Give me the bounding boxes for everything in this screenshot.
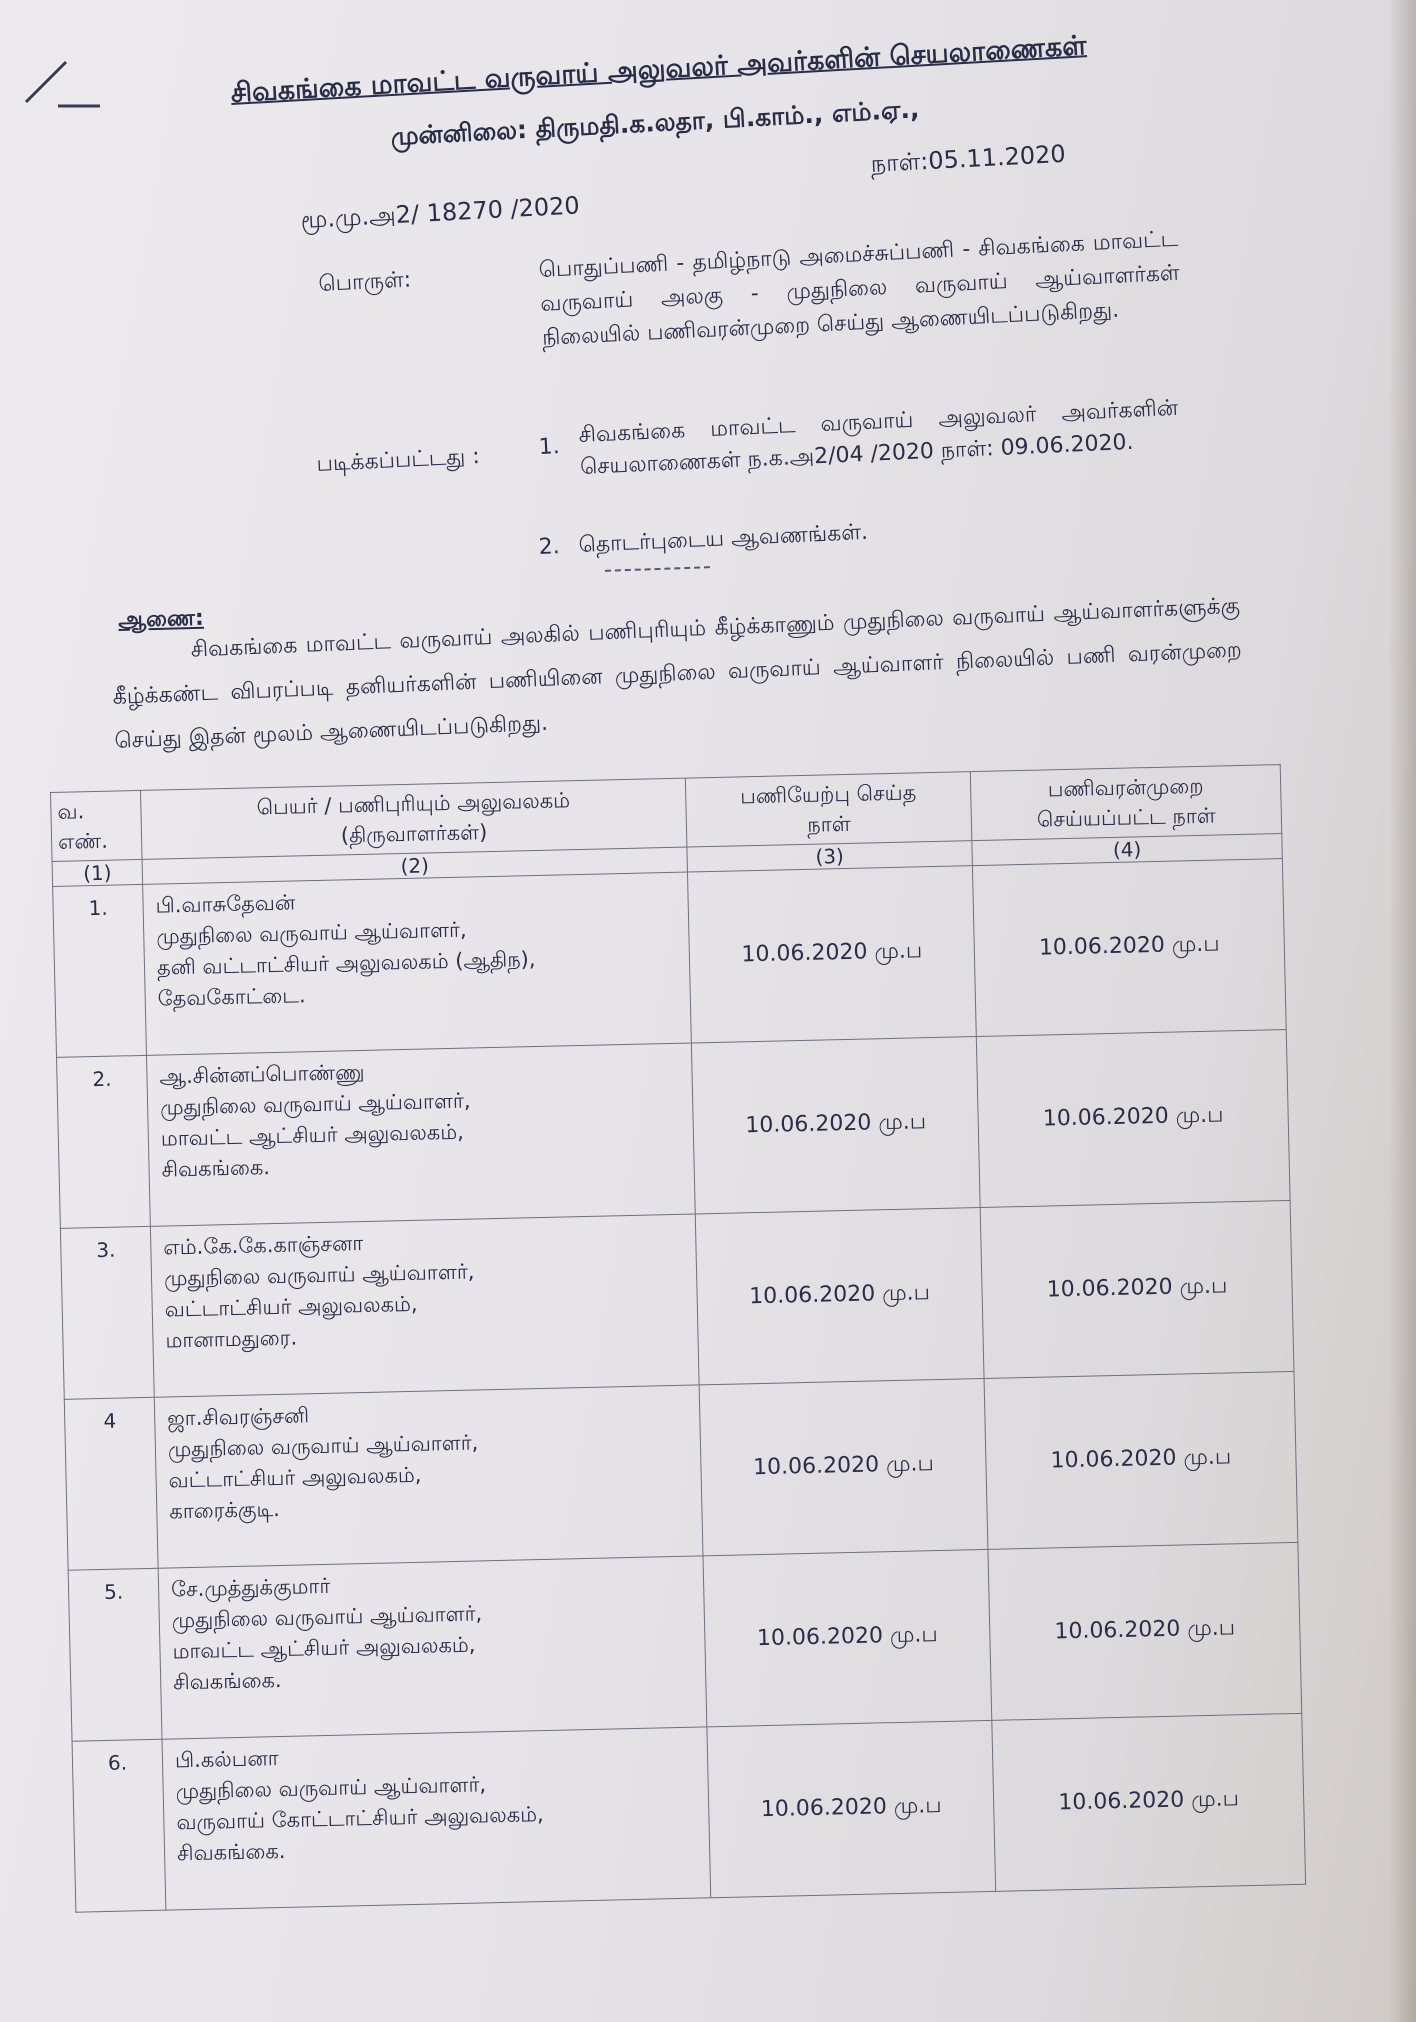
regularised-date: 10.06.2020 மு.ப: [980, 1200, 1294, 1378]
person-office: மாவட்ட ஆட்சியர் அலுவலகம்,: [160, 1119, 465, 1151]
row-person: [147, 1043, 696, 1226]
person-name: சே.முத்துக்குமார்: [170, 1573, 331, 1602]
column-header-name-office: பெயர் / பணிபுரியும் அலுவலகம் (திருவாளர்கள்): [140, 778, 686, 859]
row-serial: 1.: [53, 884, 147, 1057]
subject-label: பொருள்:: [318, 267, 412, 297]
column-number: (3): [687, 841, 972, 872]
regularised-date: 10.06.2020 மு.ப: [988, 1542, 1302, 1720]
joining-date: 10.06.2020 மு.ப: [703, 1549, 992, 1726]
table-row: [72, 1713, 1306, 1912]
read-label: படிக்கப்பட்டது :: [316, 444, 481, 477]
person-office: வட்டாட்சியர் அலுவலகம்,: [168, 1462, 422, 1493]
regularised-date: 10.06.2020 மு.ப: [972, 859, 1286, 1037]
pen-mark-icon: [18, 40, 108, 130]
row-serial: 6.: [72, 1739, 166, 1912]
office-heading: சிவகங்கை மாவட்ட வருவாய் அலுவலர் அவர்களின் செயலாணைகள்: [230, 30, 1088, 109]
table-row: [64, 1371, 1298, 1570]
joining-date: 10.06.2020 மு.ப: [691, 1037, 980, 1214]
person-name: ஜா.சிவரஞ்சனி: [166, 1403, 310, 1431]
person-designation: முதுநிலை வருவாய் ஆய்வாளர்,: [156, 917, 467, 949]
person-office: வருவாய் கோட்டாட்சியர் அலுவலகம்,: [176, 1802, 544, 1835]
regularisation-table: [50, 764, 1305, 1913]
row-serial: 4: [64, 1397, 158, 1570]
column-number: (1): [52, 859, 143, 886]
person-designation: முதுநிலை வருவாய் ஆய்வாளர்,: [163, 1259, 475, 1291]
joining-date: 10.06.2020 மு.ப: [687, 866, 976, 1043]
joining-date: 10.06.2020 மு.ப: [699, 1378, 988, 1555]
person-place: தேவகோட்டை.: [157, 983, 306, 1011]
person-place: மானாமதுரை.: [165, 1325, 298, 1353]
row-person: [154, 1385, 703, 1568]
person-office: வட்டாட்சியர் அலுவலகம்,: [164, 1291, 418, 1322]
person-place: சிவகங்கை.: [176, 1838, 286, 1866]
person-place: சிவகங்கை.: [161, 1155, 271, 1182]
table-row: [53, 859, 1287, 1058]
read-item-2-number: 2.: [538, 534, 561, 560]
order-heading: ஆணை:: [118, 605, 205, 633]
person-place: காரைக்குடி.: [169, 1496, 281, 1524]
person-designation: முதுநிலை வருவாய் ஆய்வாளர்,: [159, 1088, 471, 1120]
regularised-date: 10.06.2020 மு.ப: [984, 1371, 1298, 1549]
joining-date: 10.06.2020 மு.ப: [695, 1208, 984, 1385]
person-designation: முதுநிலை வருவாய் ஆய்வாளர்,: [171, 1601, 483, 1633]
row-serial: 2.: [57, 1055, 151, 1228]
reference-number: மூ.மு.அ2/ 18270 /2020: [300, 191, 581, 234]
joining-date: 10.06.2020 மு.ப: [707, 1720, 996, 1897]
column-header-serial: வ. எண்.: [51, 790, 143, 861]
person-place: சிவகங்கை.: [172, 1667, 282, 1695]
row-person: [158, 1556, 707, 1739]
person-name: எம்.கே.கே.காஞ்சனா: [163, 1231, 364, 1260]
person-designation: முதுநிலை வருவாய் ஆய்வாளர்,: [167, 1430, 479, 1462]
row-person: [150, 1214, 699, 1397]
read-item-1-text: சிவகங்கை மாவட்ட வருவாய் அலுவலர் அவர்களின் செயலாணைகள் ந.க.அ2/04 /2020 நாள்: 09.06.2020.: [578, 395, 1179, 480]
column-header-regularised-date: பணிவரன்முறை செய்யப்பட்ட நாள்: [970, 765, 1281, 841]
column-number: (4): [972, 834, 1282, 866]
regularised-date: 10.06.2020 மு.ப: [976, 1030, 1290, 1208]
separator-line: [605, 566, 710, 572]
read-item-2-text: தொடர்புடைய ஆவணங்கள்.: [578, 519, 869, 558]
row-serial: 5.: [68, 1568, 162, 1741]
table-row: [60, 1200, 1294, 1399]
row-person: [162, 1727, 711, 1910]
person-office: தனி வட்டாட்சியர் அலுவலகம் (ஆதிந),: [156, 947, 536, 980]
read-item-1-number: 1.: [538, 434, 561, 460]
row-serial: 3.: [60, 1226, 154, 1399]
person-name: பி.கல்பனா: [174, 1746, 279, 1773]
regularised-date: 10.06.2020 மு.ப: [992, 1713, 1306, 1891]
column-number: (2): [142, 847, 687, 884]
person-name: ஆ.சின்னப்பொண்ணு: [159, 1059, 365, 1089]
person-office: மாவட்ட ஆட்சியர் அலுவலகம்,: [172, 1632, 476, 1664]
row-person: [143, 872, 692, 1055]
order-text: சிவகங்கை மாவட்ட வருவாய் அலகில் பணிபுரியும் கீழ்க்காணும் முதுநிலை வருவாய் ஆய்வாளர்களுக்கு கீழ்க்கண்ட விபரப்படி தனியர்களின் பணியினை முதுநிலை வருவாய் ஆய்வாளர் நிலையில் பணி வரன்முறை செய்து இதன் மூலம் ஆணையிடப்படுகிறது.: [112, 593, 1243, 754]
person-name: பி.வாசுதேவன்: [155, 890, 296, 918]
person-designation: முதுநிலை வருவாய் ஆய்வாளர்,: [175, 1772, 487, 1804]
table-row: [57, 1030, 1291, 1229]
page-edge-shadow: [1388, 0, 1416, 2022]
presiding-officer: முன்னிலை: திருமதி.க.லதா, பி.காம்., எம்.ஏ.,: [390, 94, 921, 151]
subject-text: பொதுப்பணி - தமிழ்நாடு அமைச்சுப்பணி - சிவகங்கை மாவட்ட வருவாய் அலகு - முதுநிலை வருவாய் ஆய்வாளர்கள் நிலையில் பணிவரன்முறை செய்து ஆணையிடப்படுகிறது.: [538, 226, 1181, 351]
order-date: நாள்:05.11.2020: [870, 139, 1067, 178]
table-row: [68, 1542, 1302, 1741]
column-header-joining-date: பணியேற்பு செய்த நாள்: [685, 772, 971, 847]
